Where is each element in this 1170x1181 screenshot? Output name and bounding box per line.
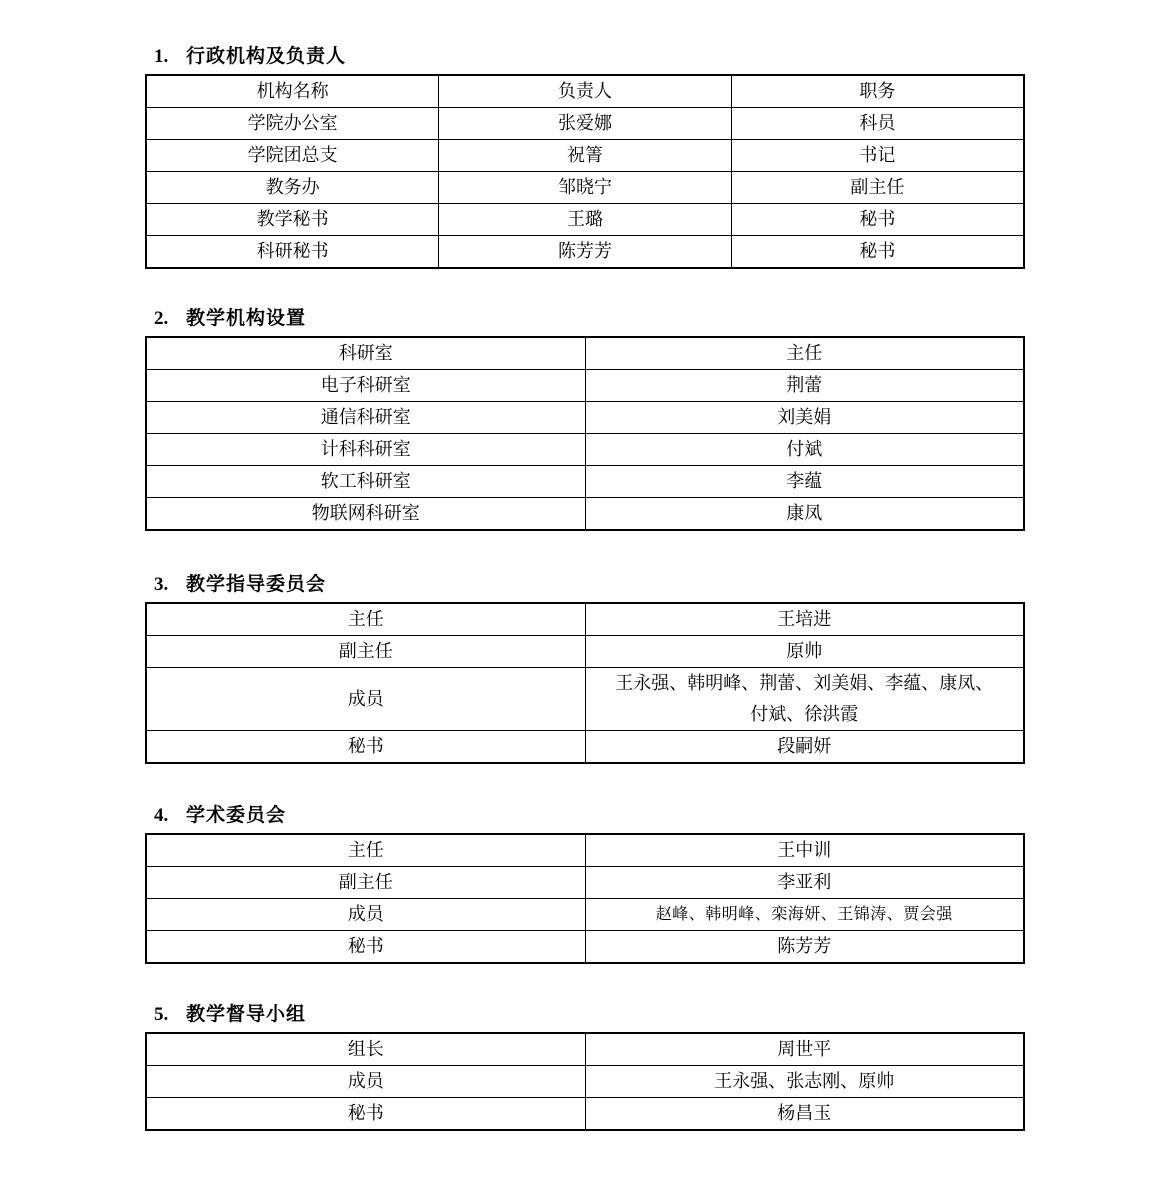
table-cell: 教学秘书 (146, 204, 439, 236)
table-row (146, 931, 1024, 964)
section-teaching-supervision-group (145, 1004, 1025, 1131)
table-row (146, 172, 1024, 204)
table-cell: 张爱娜 (439, 108, 732, 140)
teaching-steering-committee-table (145, 602, 1025, 764)
table-row (146, 1033, 1024, 1066)
table-cell: 学院团总支 (146, 140, 439, 172)
section-title (145, 308, 1025, 336)
section-title-text: 教学督导小组 (186, 1004, 307, 1025)
administrative-organs-table (145, 74, 1025, 269)
table-cell: 王永强、张志刚、原帅 (585, 1066, 1024, 1098)
table-row (146, 140, 1024, 172)
table-cell: 邹晓宁 (439, 172, 732, 204)
table-cell: 副主任 (146, 636, 585, 668)
table-cell: 秘书 (731, 204, 1024, 236)
table-cell: 陈芳芳 (585, 931, 1024, 964)
section-title-text: 教学机构设置 (186, 308, 307, 329)
teaching-supervision-group-table (145, 1032, 1025, 1131)
section-title (145, 46, 1025, 74)
table-cell: 荆蕾 (585, 370, 1024, 402)
table-row (146, 899, 1024, 931)
table-cell: 王培进 (585, 603, 1024, 636)
table-cell: 物联网科研室 (146, 498, 585, 531)
table-cell: 康凤 (585, 498, 1024, 531)
table-cell: 组长 (146, 1033, 585, 1066)
table-cell: 职务 (731, 75, 1024, 108)
section-number: 2. (154, 308, 169, 329)
table-cell: 成员 (146, 1066, 585, 1098)
table-cell: 李蕴 (585, 466, 1024, 498)
table-row (146, 75, 1024, 108)
table-cell: 付斌 (585, 434, 1024, 466)
table-cell: 主任 (585, 337, 1024, 370)
section-title (145, 574, 1025, 602)
table-row (146, 337, 1024, 370)
section-number: 4. (154, 805, 169, 826)
section-teaching-organs (145, 308, 1025, 531)
table-cell: 机构名称 (146, 75, 439, 108)
table-cell: 教务办 (146, 172, 439, 204)
table-row (146, 1066, 1024, 1098)
table-row (146, 603, 1024, 636)
table-cell: 秘书 (146, 1098, 585, 1131)
table-row (146, 834, 1024, 867)
section-title-text: 行政机构及负责人 (186, 46, 347, 67)
table-cell: 王璐 (439, 204, 732, 236)
table-cell: 王中训 (585, 834, 1024, 867)
table-cell: 科研秘书 (146, 236, 439, 269)
section-title (145, 1004, 1025, 1032)
table-cell: 软工科研室 (146, 466, 585, 498)
table-row (146, 636, 1024, 668)
table-row (146, 434, 1024, 466)
section-number: 1. (154, 46, 169, 67)
table-row (146, 1098, 1024, 1131)
table-cell: 成员 (146, 668, 585, 731)
section-number: 3. (154, 574, 169, 595)
section-number: 5. (154, 1004, 169, 1025)
table-cell: 科研室 (146, 337, 585, 370)
table-row (146, 236, 1024, 269)
table-cell: 刘美娟 (585, 402, 1024, 434)
table-cell: 计科科研室 (146, 434, 585, 466)
section-title-text: 教学指导委员会 (186, 574, 327, 595)
table-cell: 李亚利 (585, 867, 1024, 899)
academic-committee-table (145, 833, 1025, 964)
table-cell: 原帅 (585, 636, 1024, 668)
table-cell: 副主任 (731, 172, 1024, 204)
table-row (146, 498, 1024, 531)
table-cell: 书记 (731, 140, 1024, 172)
table-cell: 赵峰、韩明峰、栾海妍、王锦涛、贾会强 (585, 899, 1024, 931)
section-academic-committee (145, 805, 1025, 964)
section-administrative-organs (145, 46, 1025, 269)
section-title-text: 学术委员会 (186, 805, 287, 826)
table-cell: 段嗣妍 (585, 731, 1024, 764)
table-cell: 副主任 (146, 867, 585, 899)
table-cell: 主任 (146, 603, 585, 636)
table-cell: 陈芳芳 (439, 236, 732, 269)
table-cell: 秘书 (146, 931, 585, 964)
section-title (145, 805, 1025, 833)
table-row (146, 370, 1024, 402)
table-row (146, 108, 1024, 140)
table-row (146, 204, 1024, 236)
table-cell: 学院办公室 (146, 108, 439, 140)
table-cell: 成员 (146, 899, 585, 931)
table-cell: 科员 (731, 108, 1024, 140)
table-cell: 主任 (146, 834, 585, 867)
table-row (146, 402, 1024, 434)
table-cell: 秘书 (146, 731, 585, 764)
table-cell: 王永强、韩明峰、荆蕾、刘美娟、李蕴、康凤、 付斌、徐洪霞 (585, 668, 1024, 731)
table-cell: 秘书 (731, 236, 1024, 269)
table-cell: 祝箐 (439, 140, 732, 172)
table-row (146, 731, 1024, 764)
teaching-organs-table (145, 336, 1025, 531)
table-cell: 负责人 (439, 75, 732, 108)
table-cell: 通信科研室 (146, 402, 585, 434)
table-row (146, 466, 1024, 498)
section-teaching-steering-committee (145, 574, 1025, 764)
table-row (146, 867, 1024, 899)
table-cell: 电子科研室 (146, 370, 585, 402)
table-row (146, 668, 1024, 731)
table-cell: 杨昌玉 (585, 1098, 1024, 1131)
table-cell: 周世平 (585, 1033, 1024, 1066)
